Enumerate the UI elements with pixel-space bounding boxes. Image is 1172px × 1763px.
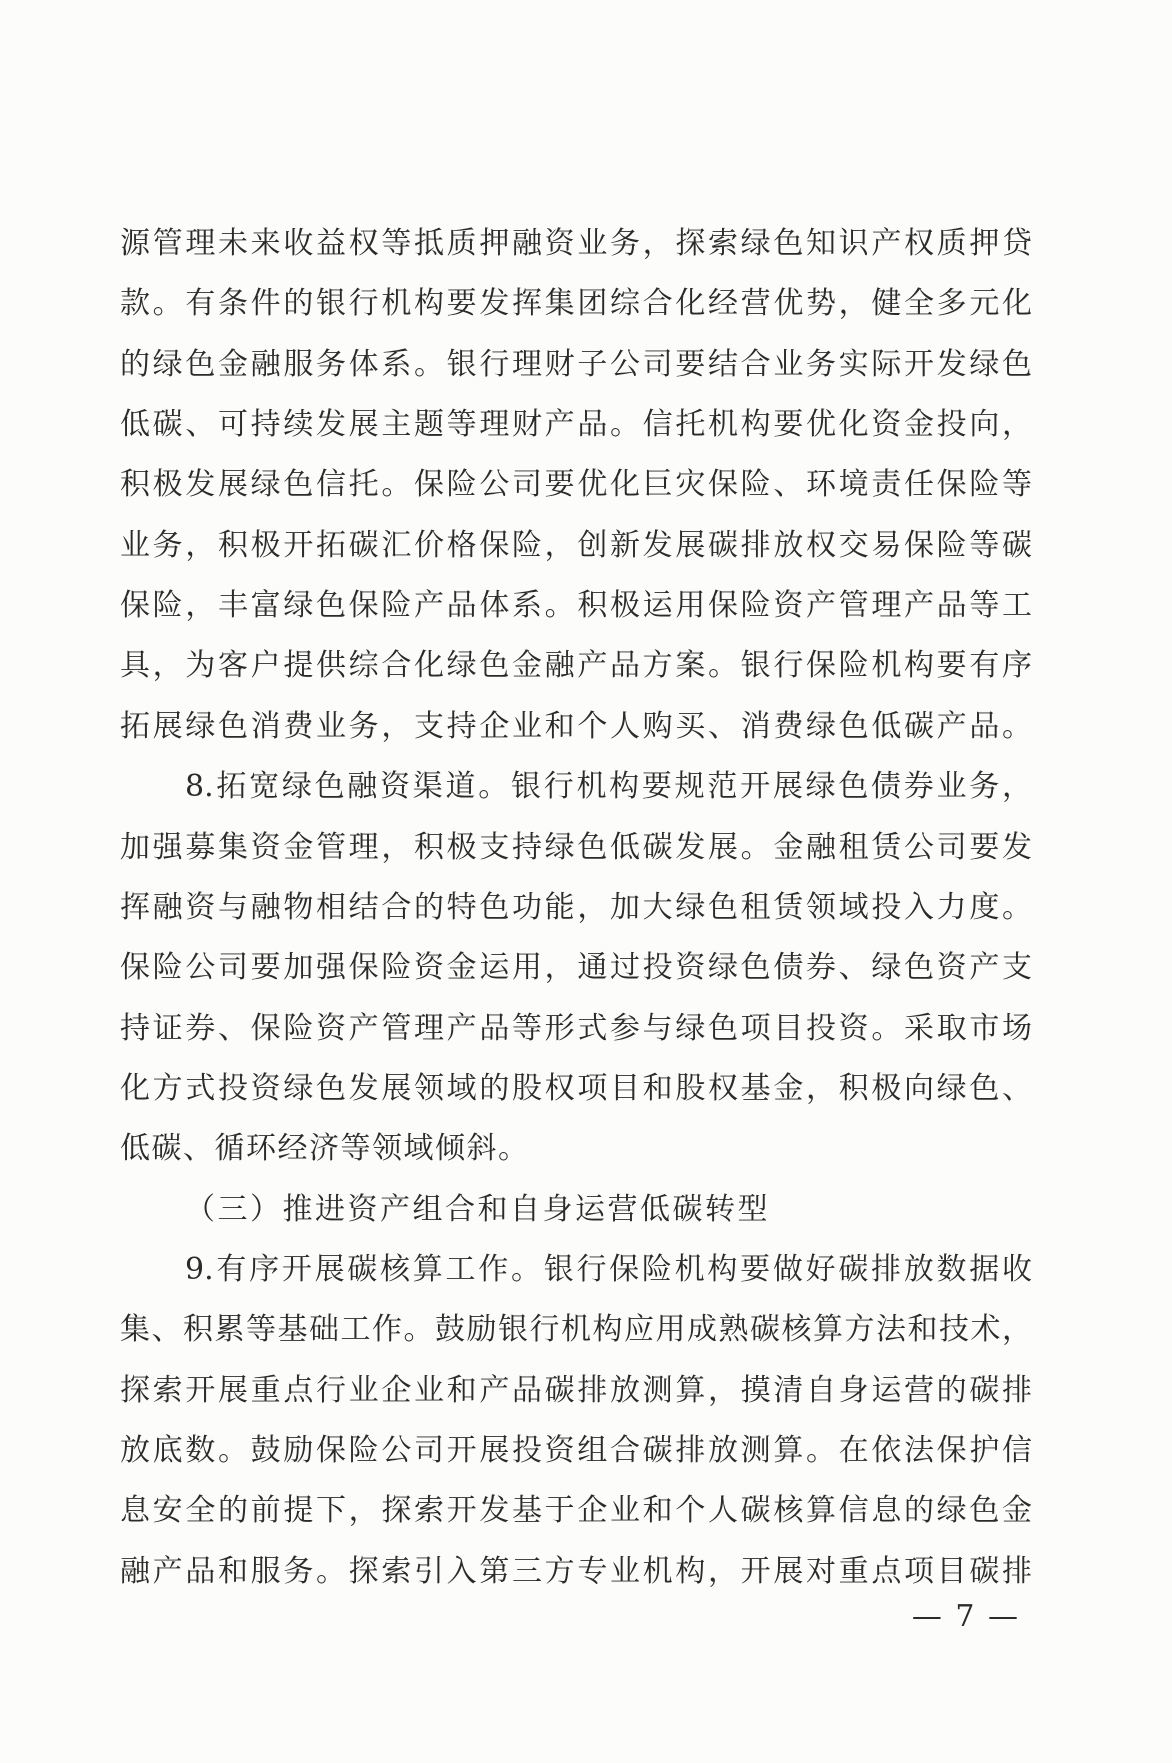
body-text-line: 业务，积极开拓碳汇价格保险，创新发展碳排放权交易保险等碳 xyxy=(120,528,1032,563)
body-text-line: 低碳、可持续发展主题等理财产品。信托机构要优化资金投向， xyxy=(120,407,1032,442)
body-text-line: 积极发展绿色信托。保险公司要优化巨灾保险、环境责任保险等 xyxy=(120,467,1032,502)
body-text-line: 低碳、循环经济等领域倾斜。 xyxy=(120,1131,530,1166)
paragraph-start-line: 8.拓宽绿色融资渠道。银行机构要规范开展绿色债券业务， xyxy=(185,769,1032,804)
body-text-line: 加强募集资金管理，积极支持绿色低碳发展。金融租赁公司要发 xyxy=(120,830,1032,865)
body-text-line: 探索开展重点行业企业和产品碳排放测算，摸清自身运营的碳排 xyxy=(120,1373,1032,1408)
body-text-line: 化方式投资绿色发展领域的股权项目和股权基金，积极向绿色、 xyxy=(120,1071,1032,1106)
body-text-line: 持证券、保险资产管理产品等形式参与绿色项目投资。采取市场 xyxy=(120,1011,1032,1046)
body-text-line: 拓展绿色消费业务，支持企业和个人购买、消费绿色低碳产品。 xyxy=(120,709,1032,744)
body-text-line: 款。有条件的银行机构要发挥集团综合化经营优势，健全多元化 xyxy=(120,286,1032,321)
body-text-line: 集、积累等基础工作。鼓励银行机构应用成熟碳核算方法和技术， xyxy=(120,1312,1032,1347)
body-text-line: 保险公司要加强保险资金运用，通过投资绿色债券、绿色资产支 xyxy=(120,950,1032,985)
body-text-line: 放底数。鼓励保险公司开展投资组合碳排放测算。在依法保护信 xyxy=(120,1433,1032,1468)
body-text-line: 息安全的前提下，探索开发基于企业和个人碳核算信息的绿色金 xyxy=(120,1493,1032,1528)
body-text-line: 挥融资与融物相结合的特色功能，加大绿色租赁领域投入力度。 xyxy=(120,890,1032,925)
paragraph-start-line: 9.有序开展碳核算工作。银行保险机构要做好碳排放数据收 xyxy=(185,1252,1032,1287)
page-number: — 7 — xyxy=(911,1599,1020,1634)
body-text-line: 融产品和服务。探索引入第三方专业机构，开展对重点项目碳排 xyxy=(120,1554,1032,1589)
body-text-line: 的绿色金融服务体系。银行理财子公司要结合业务实际开发绿色 xyxy=(120,347,1032,382)
body-text-line: 保险，丰富绿色保险产品体系。积极运用保险资产管理产品等工 xyxy=(120,588,1032,623)
section-heading: （三）推进资产组合和自身运营低碳转型 xyxy=(185,1192,770,1227)
body-text-line: 具，为客户提供综合化绿色金融产品方案。银行保险机构要有序 xyxy=(120,648,1032,683)
body-text-line: 源管理未来收益权等抵质押融资业务，探索绿色知识产权质押贷 xyxy=(120,226,1032,261)
